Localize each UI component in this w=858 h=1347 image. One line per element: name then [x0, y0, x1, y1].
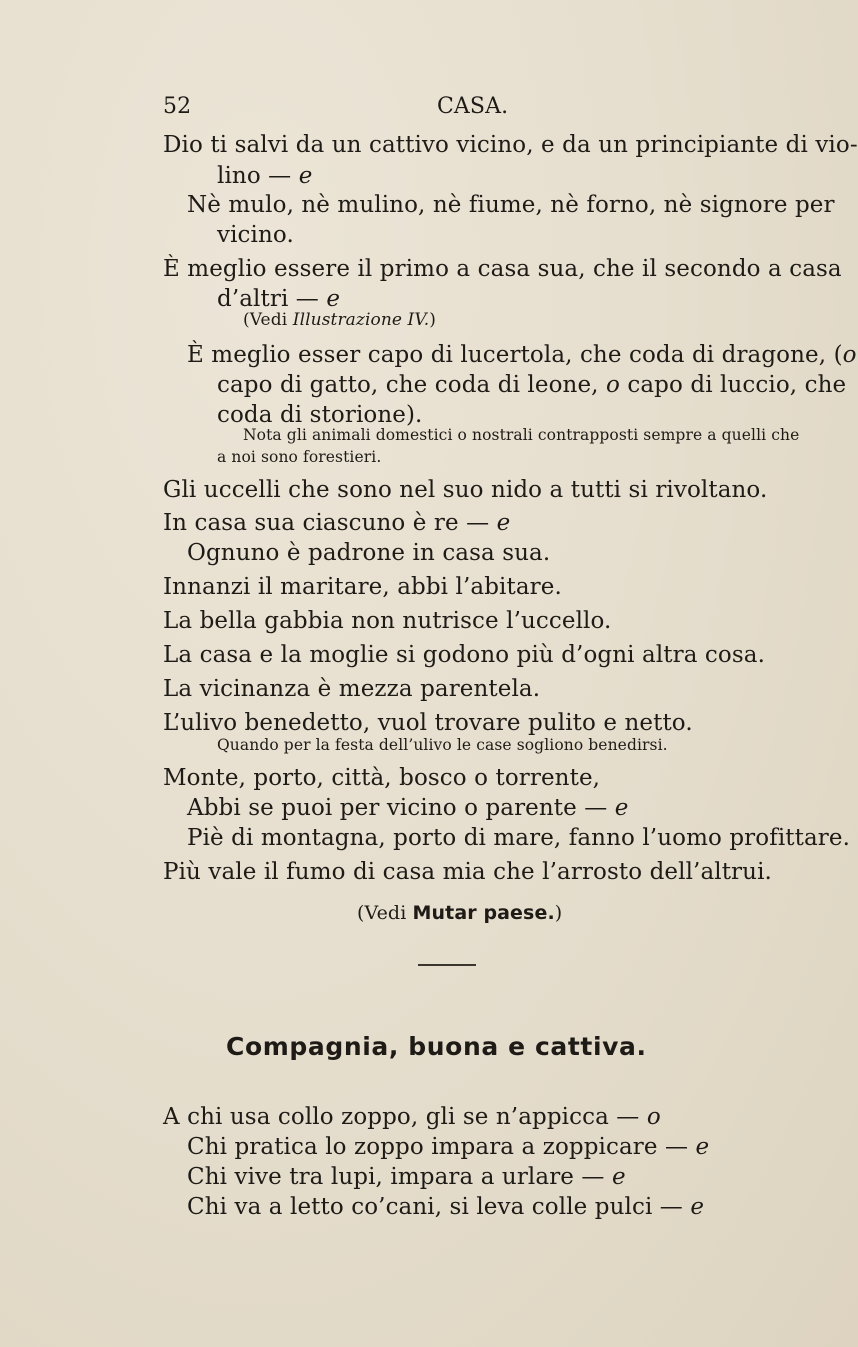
- section-divider: [418, 964, 476, 966]
- proverb-line: lino — e: [217, 163, 313, 189]
- proverb-line: Chi pratica lo zoppo impara a zoppicare — e: [187, 1134, 710, 1160]
- cross-reference: (Vedi Illustrazione IV.): [243, 310, 437, 330]
- proverb-line: È meglio essere il primo a casa sua, che il secondo a casa: [163, 256, 842, 282]
- proverb-line: Chi va a letto co’cani, si leva colle pulci — e: [187, 1194, 705, 1220]
- proverb-line: Innanzi il maritare, abbi l’abitare.: [163, 574, 562, 600]
- proverb-line: d’altri — e: [217, 286, 341, 312]
- proverb-line: coda di storione).: [217, 402, 423, 428]
- proverb-line: Ognuno è padrone in casa sua.: [187, 540, 551, 566]
- footnote: Nota gli animali domestici o nostrali contrapposti sempre a quelli che: [243, 426, 800, 444]
- proverb-line: La bella gabbia non nutrisce l’uccello.: [163, 608, 612, 634]
- proverb-line: capo di gatto, che coda di leone, o capo di luccio, che: [217, 372, 847, 398]
- proverb-line: Chi vive tra lupi, impara a urlare — e: [187, 1164, 626, 1190]
- proverb-line: La vicinanza è mezza parentela.: [163, 676, 541, 702]
- proverb-line: Più vale il fumo di casa mia che l’arrosto dell’altrui.: [163, 859, 772, 885]
- proverb-line: La casa e la moglie si godono più d’ogni altra cosa.: [163, 642, 765, 668]
- footnote: a noi sono forestieri.: [217, 448, 382, 466]
- proverb-line: Dio ti salvi da un cattivo vicino, e da un principiante di vio-: [163, 132, 858, 158]
- proverb-line: Nè mulo, nè mulino, nè fiume, nè forno, nè signore per: [187, 192, 835, 218]
- proverb-line: L’ulivo benedetto, vuol trovare pulito e netto.: [163, 710, 693, 736]
- proverb-line: Piè di montagna, porto di mare, fanno l’uomo profittare.: [187, 825, 850, 851]
- cross-reference: (Vedi Mutar paese.): [357, 902, 563, 924]
- proverb-line: In casa sua ciascuno è re — e: [163, 510, 511, 536]
- section-heading: Compagnia, buona e cattiva.: [226, 1032, 647, 1061]
- proverb-line: A chi usa collo zoppo, gli se n’appicca — o: [163, 1104, 661, 1130]
- proverb-line: È meglio esser capo di lucertola, che coda di dragone, (o: [187, 342, 857, 368]
- proverb-line: vicino.: [217, 222, 294, 248]
- running-title: CASA.: [437, 94, 509, 119]
- footnote: Quando per la festa dell’ulivo le case sogliono benedirsi.: [217, 736, 668, 754]
- proverb-line: Abbi se puoi per vicino o parente — e: [187, 795, 629, 821]
- proverb-line: Monte, porto, città, bosco o torrente,: [163, 765, 601, 791]
- proverb-line: Gli uccelli che sono nel suo nido a tutti si rivoltano.: [163, 477, 768, 503]
- page-number: 52: [163, 94, 192, 119]
